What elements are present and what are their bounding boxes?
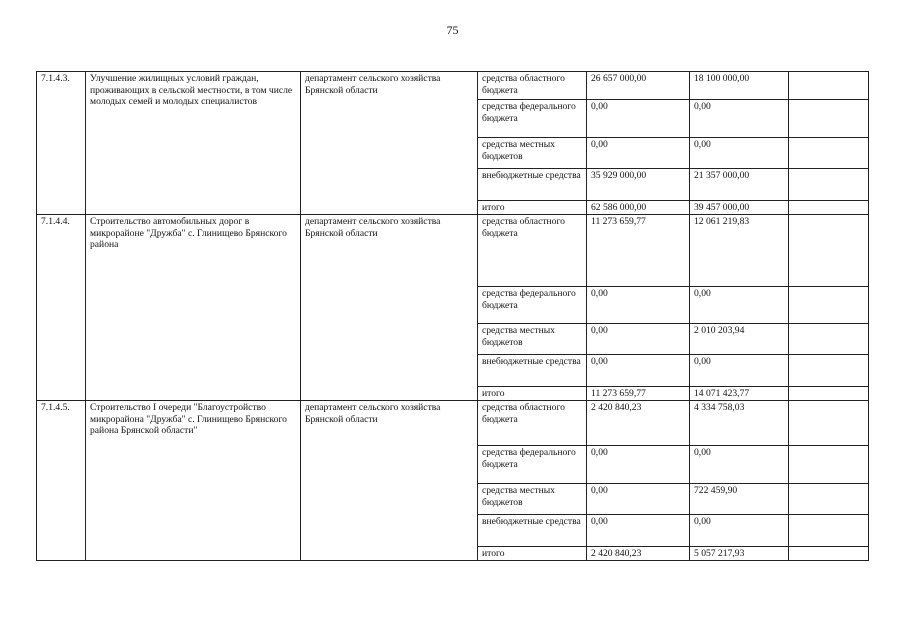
amount-year-3 bbox=[789, 169, 869, 201]
funding-source: средства областного бюджета bbox=[478, 401, 587, 446]
measure-title: Строительство автомобильных дорог в микрорайоне "Дружба" с. Глинищево Брянского района bbox=[86, 215, 301, 401]
budget-table bbox=[36, 71, 869, 561]
amount-year-1: 11 273 659,77 bbox=[587, 215, 690, 287]
executor: департамент сельского хозяйства Брянской области bbox=[301, 215, 478, 401]
amount-year-1: 0,00 bbox=[587, 100, 690, 138]
amount-year-3 bbox=[789, 287, 869, 324]
executor: департамент сельского хозяйства Брянской области bbox=[301, 72, 478, 215]
amount-year-2: 2 010 203,94 bbox=[690, 324, 789, 355]
funding-source: средства областного бюджета bbox=[478, 215, 587, 287]
amount-year-2: 39 457 000,00 bbox=[690, 201, 789, 215]
funding-source: внебюджетные средства bbox=[478, 515, 587, 547]
amount-year-1: 0,00 bbox=[587, 287, 690, 324]
amount-year-3 bbox=[789, 515, 869, 547]
measure-title: Строительство I очереди "Благоустройство микрорайона "Дружба" с. Глинищево Брянского района Брянской области" bbox=[86, 401, 301, 561]
measure-code: 7.1.4.3. bbox=[37, 72, 86, 215]
amount-year-1: 26 657 000,00 bbox=[587, 72, 690, 100]
amount-year-1: 0,00 bbox=[587, 515, 690, 547]
table-row bbox=[37, 72, 869, 100]
funding-source: средства федерального бюджета bbox=[478, 446, 587, 484]
amount-year-1: 0,00 bbox=[587, 324, 690, 355]
amount-year-3 bbox=[789, 484, 869, 515]
amount-year-1: 62 586 000,00 bbox=[587, 201, 690, 215]
amount-year-2: 18 100 000,00 bbox=[690, 72, 789, 100]
table-row bbox=[37, 215, 869, 287]
measure-title: Улучшение жилищных условий граждан, проживающих в сельской местности, в том числе молодых семей и молодых специалистов bbox=[86, 72, 301, 215]
amount-year-1: 11 273 659,77 bbox=[587, 387, 690, 401]
amount-year-3 bbox=[789, 387, 869, 401]
amount-year-2: 0,00 bbox=[690, 446, 789, 484]
funding-source: средства местных бюджетов bbox=[478, 484, 587, 515]
funding-source: средства областного бюджета bbox=[478, 72, 587, 100]
funding-source: внебюджетные средства bbox=[478, 169, 587, 201]
funding-source: средства местных бюджетов bbox=[478, 138, 587, 169]
amount-year-2: 14 071 423,77 bbox=[690, 387, 789, 401]
amount-year-2: 21 357 000,00 bbox=[690, 169, 789, 201]
measure-code: 7.1.4.4. bbox=[37, 215, 86, 401]
table-row bbox=[37, 401, 869, 446]
amount-year-2: 0,00 bbox=[690, 100, 789, 138]
amount-year-3 bbox=[789, 201, 869, 215]
amount-year-2: 4 334 758,03 bbox=[690, 401, 789, 446]
funding-source: средства федерального бюджета bbox=[478, 287, 587, 324]
amount-year-2: 5 057 217,93 bbox=[690, 547, 789, 561]
funding-source: итого bbox=[478, 201, 587, 215]
amount-year-1: 35 929 000,00 bbox=[587, 169, 690, 201]
amount-year-3 bbox=[789, 401, 869, 446]
funding-source: итого bbox=[478, 387, 587, 401]
amount-year-2: 0,00 bbox=[690, 355, 789, 387]
measure-code: 7.1.4.5. bbox=[37, 401, 86, 561]
amount-year-2: 0,00 bbox=[690, 138, 789, 169]
amount-year-1: 2 420 840,23 bbox=[587, 547, 690, 561]
amount-year-2: 0,00 bbox=[690, 515, 789, 547]
amount-year-3 bbox=[789, 215, 869, 287]
amount-year-2: 722 459,90 bbox=[690, 484, 789, 515]
amount-year-3 bbox=[789, 72, 869, 100]
funding-source: средства местных бюджетов bbox=[478, 324, 587, 355]
executor: департамент сельского хозяйства Брянской области bbox=[301, 401, 478, 561]
amount-year-3 bbox=[789, 355, 869, 387]
funding-source: средства федерального бюджета bbox=[478, 100, 587, 138]
page-number: 75 bbox=[446, 23, 459, 37]
funding-source: итого bbox=[478, 547, 587, 561]
amount-year-1: 0,00 bbox=[587, 484, 690, 515]
amount-year-3 bbox=[789, 446, 869, 484]
amount-year-1: 2 420 840,23 bbox=[587, 401, 690, 446]
amount-year-3 bbox=[789, 100, 869, 138]
budget-table-body bbox=[37, 72, 869, 561]
amount-year-1: 0,00 bbox=[587, 446, 690, 484]
amount-year-1: 0,00 bbox=[587, 355, 690, 387]
amount-year-3 bbox=[789, 547, 869, 561]
amount-year-3 bbox=[789, 138, 869, 169]
amount-year-2: 12 061 219,83 bbox=[690, 215, 789, 287]
amount-year-2: 0,00 bbox=[690, 287, 789, 324]
amount-year-1: 0,00 bbox=[587, 138, 690, 169]
amount-year-3 bbox=[789, 324, 869, 355]
funding-source: внебюджетные средства bbox=[478, 355, 587, 387]
